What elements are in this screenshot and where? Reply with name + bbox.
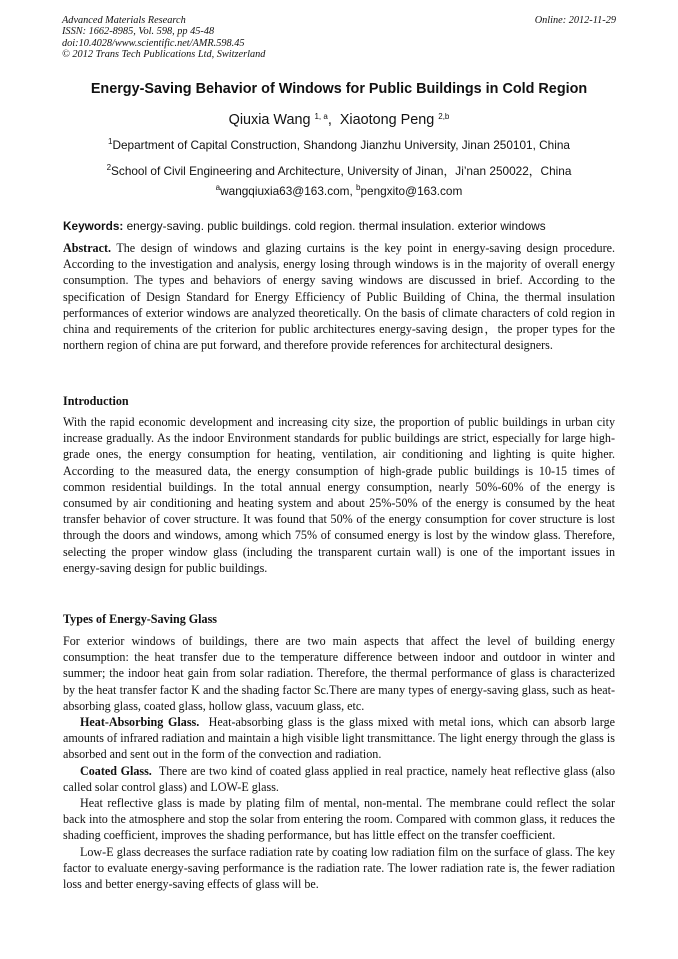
affiliation-2-text: School of Civil Engineering and Architecture, University of Jinan，Ji’nan 250022，China — [111, 164, 572, 178]
email-b: pengxito@163.com — [360, 184, 463, 198]
heat-absorbing-label: Heat-Absorbing Glass. — [80, 715, 200, 730]
heat-reflective-paragraph: Heat reflective glass is made by plating film of mental, non-mental. The membrane could reflect the solar back into the atmosphere and stop the solar from entering the room. Compared with common glass, it reduces the shading coefficient, improves the shading performance, but has little effect on the transfer coefficient. — [63, 796, 615, 843]
author-1-superscript: 1, a — [314, 112, 328, 121]
introduction-heading: Introduction — [63, 394, 129, 408]
journal-name: Advanced Materials Research — [62, 15, 186, 26]
author-2-superscript: 2,b — [438, 112, 450, 121]
email-b-superscript: b — [356, 183, 361, 192]
heat-absorbing-paragraph — [63, 714, 619, 763]
affiliation-1-superscript: 1 — [108, 137, 113, 146]
heat-absorbing-text: Heat-absorbing glass is the glass mixed with metal ions, which can absorb large amounts of infrared radiation and maintain a high visible light transmittance. The light energy through the glass is absorbed and sent out in the form of the convection and radiation. — [63, 715, 619, 762]
types-paragraph-1: For exterior windows of buildings, there are two main aspects that affect the level of building energy consumption: the heat transfer due to the temperature difference between indoor and outdoor in winter and summer; the indoor heat gain from solar radiation. Therefore, the thermal performance of glass is characterized by the heat transfer factor K and the shading factor Sc.There are many types of energy-saving glass, such as heat-absorbing glass, coated glass, hollow glass, vacuum glass, etc. — [63, 634, 615, 713]
low-e-paragraph: Low-E glass decreases the surface radiation rate by coating low radiation film on the surface of glass. The key factor to evaluate energy-saving performance is the radiation rate. The lower radiation rate is, the fewer radiation loss and better energy-saving effects of glass will be. — [63, 844, 615, 892]
introduction-paragraph: With the rapid economic development and increasing city size, the proportion of public buildings in urban city increase gradually. As the indoor Environment standards for public buildings are strict, especially for large high-grade ones, the energy consumption for heating, ventilation, air conditioning and lighting is quite higher. According to the measured data, the energy consumption of high-grade public buildings is 10-15 times of common residential buildings. In the total annual energy consumption, nearly 50%-60% of the energy is consumed by air conditioning and heating system and about 25%-50% of the energy is consumed by the heat transfer behavior of cover structure. It was found that 50% of the energy consumption for cover structure is lost through the doors and windows, among which 75% of consumed energy is lost by the window glass. Therefore, selecting the proper window glass (including the transparent curtain wall) is one of the important issues in energy-saving design for public buildings. — [63, 415, 615, 575]
abstract-text: The design of windows and glazing curtains is the key point in energy-saving design procedure. According to the investigation and analysis, energy losing through windows is in the majority of overall energy consumption. The types and behaviors of energy saving windows are discussed in brief. According to the specification of Design Standard for Energy Efficiency of Public Building of China, the thermal insulation performances of exterior windows are analyzed theoretically. On the basis of climate characters of cold region in china and requirements of the criterion for public architectures energy-saving design，the proper types for the northern region of china are put forward, and therefore provide references for architectural designers. — [63, 241, 615, 353]
types-heading: Types of Energy-Saving Glass — [63, 612, 217, 626]
coated-glass-text: There are two kind of coated glass applied in real practice, namely heat reflective glass (also called solar control glass) and LOW-E glass. — [63, 763, 619, 794]
paper-title: Energy-Saving Behavior of Windows for Public Buildings in Cold Region — [90, 81, 588, 97]
author-separator: , — [327, 112, 340, 128]
affiliation-2-superscript: 2 — [106, 163, 112, 172]
author-2-name: Xiaotong Peng — [339, 112, 435, 128]
email-a-superscript: a — [215, 183, 221, 192]
abstract-label: Abstract. — [63, 241, 112, 255]
keywords-text: energy-saving. public buildings. cold region. thermal insulation. exterior windows — [123, 219, 546, 233]
coated-glass-label: Coated Glass. — [80, 763, 152, 778]
journal-issn: ISSN: 1662-8985, Vol. 598, pp 45-48 — [62, 26, 215, 38]
journal-header — [62, 15, 265, 60]
keywords-label: Keywords: — [63, 219, 124, 233]
journal-copyright: © 2012 Trans Tech Publications Ltd, Switzerland — [62, 48, 266, 60]
abstract — [63, 240, 615, 353]
affiliation-1 — [40, 138, 638, 152]
online-date: Online: 2012-11-29 — [534, 15, 616, 26]
journal-doi: doi:10.4028/www.scientific.net/AMR.598.45 — [62, 37, 245, 49]
affiliation-2 — [40, 162, 638, 179]
affiliation-1-text: Department of Capital Construction, Shandong Jianzhu University, Jinan 250101, China — [112, 138, 570, 152]
email-a: wangqiuxia63@163.com, — [220, 184, 357, 198]
keywords — [63, 219, 623, 233]
author-line — [40, 112, 638, 128]
author-emails — [40, 184, 638, 198]
coated-glass-paragraph — [63, 763, 619, 795]
types-section — [63, 633, 619, 892]
author-1-name: Qiuxia Wang — [228, 112, 311, 128]
